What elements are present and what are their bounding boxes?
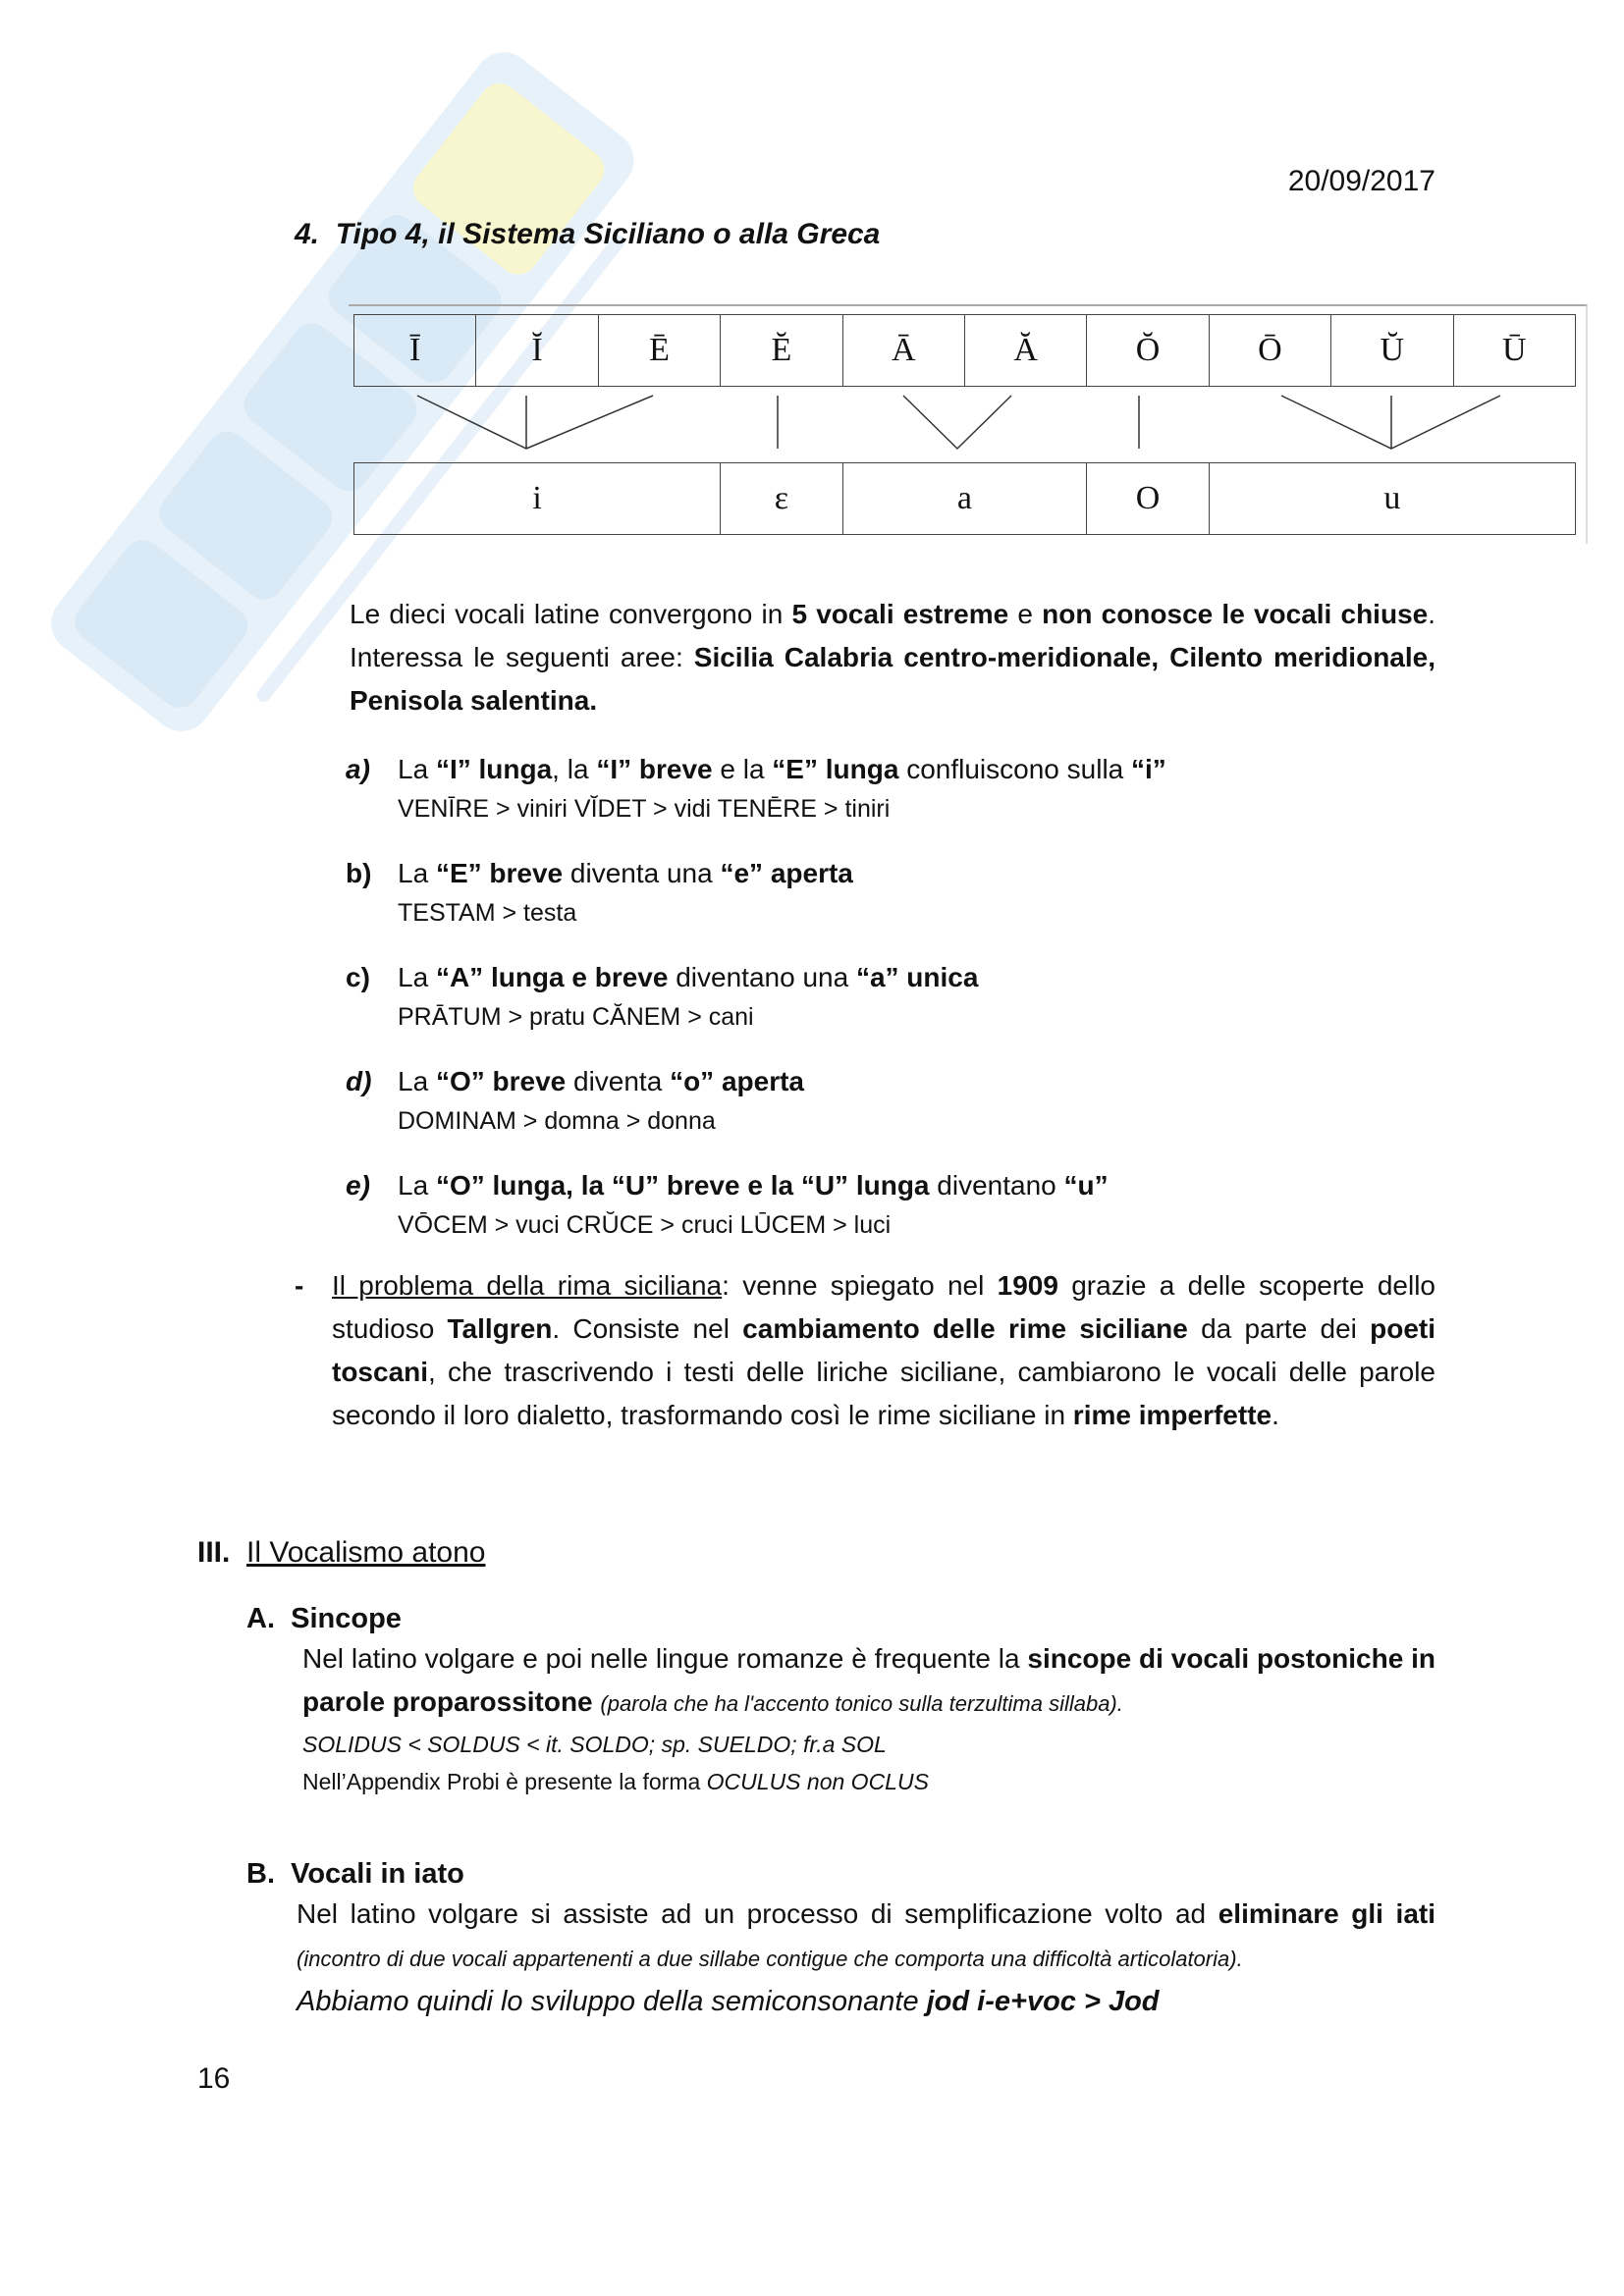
sub-number: A. (246, 1603, 275, 1634)
text-run: “I” (435, 754, 471, 784)
line-u (1281, 396, 1500, 449)
latin-vowel-cell: Ū (1453, 315, 1575, 387)
latin-vowel-cell: Ī (354, 315, 476, 387)
text-run (631, 754, 639, 784)
sub-number: B. (246, 1858, 275, 1890)
list-item (346, 748, 1435, 827)
text-run: lunga (825, 754, 899, 784)
sub-title: Sincope (291, 1603, 402, 1634)
text-run: diventano una (668, 962, 856, 992)
text-run: poeti toscani (332, 1313, 1436, 1387)
latin-vowel-cell: Ĭ (476, 315, 598, 387)
text-run: “O” breve (435, 1066, 567, 1096)
outcome-vowel-cell: O (1087, 463, 1209, 535)
latin-vowels-table (353, 314, 1576, 387)
text-run: “A” lunga e breve (435, 962, 669, 992)
text-run: grazie a delle scoperte dello studioso (332, 1270, 1435, 1344)
text-run: “E” (772, 754, 818, 784)
text-run: lunga (478, 754, 553, 784)
text-run (471, 754, 479, 784)
latin-vowel-cell: Ă (964, 315, 1086, 387)
text-run: e (1008, 599, 1043, 629)
text-run: , che trascrivendo i testi delle liriche siciliane, cambiarono le vocali delle parole secondo il loro dialetto, trasformando così le rime siciliane in (332, 1357, 1435, 1430)
text-run: “O” lunga, la “U” breve e la “U” lunga (435, 1170, 930, 1201)
text-run: “I” (596, 754, 632, 784)
text-run: Tallgren (447, 1313, 553, 1344)
bullet-item (295, 1264, 1435, 1437)
text-run: . (1272, 1400, 1279, 1430)
text-run: jod i-e+voc > Jod (926, 1986, 1160, 2017)
text-run: e la (712, 754, 773, 784)
item-label: d) (346, 1066, 372, 1096)
item-rule (398, 1060, 1435, 1103)
latin-vowel-cell: Ō (1209, 315, 1330, 387)
item-example: PRĀTUM > pratu CĂNEM > cani (398, 1003, 754, 1031)
item-example: VŌCEM > vuci CRŬCE > cruci LŪCEM > luci (398, 1211, 892, 1239)
text-run: breve (489, 858, 564, 888)
text-run: confluiscono sulla (898, 754, 1132, 784)
item-label: c) (346, 962, 370, 992)
text-run: La (398, 858, 436, 888)
text-run: “u” (1063, 1170, 1109, 1201)
text-run: Il problema della rima siciliana (332, 1270, 723, 1301)
item-example: TESTAM > testa (398, 899, 577, 927)
list-item (346, 956, 1435, 1035)
item-label: e) (346, 1170, 370, 1201)
text-run: La (398, 1066, 436, 1096)
text-run: . Interessa le seguenti aree: (350, 599, 1435, 672)
text-run: cambiamento delle rime siciliane (742, 1313, 1188, 1344)
iato-paragraph (297, 1893, 1435, 1981)
item-example: DOMINAM > domna > donna (398, 1107, 716, 1135)
outcome-vowel-cell: ε (721, 463, 842, 535)
list-item (346, 1060, 1435, 1139)
heading-number: 4. (295, 218, 320, 250)
line-i (417, 396, 653, 449)
section-iii-heading (197, 1533, 1624, 1573)
latin-vowel-cell: Ā (842, 315, 964, 387)
text-run (818, 754, 826, 784)
text-run: Nel latino volgare e poi nelle lingue romanze è frequente la (302, 1643, 1028, 1674)
item-rule (398, 852, 1435, 895)
text-run: eliminare gli iati (1218, 1898, 1435, 1929)
item-example: VENĪRE > viniri VĬDET > vidi TENĒRE > tiniri (398, 795, 891, 823)
bullet-paragraph (332, 1264, 1435, 1437)
text-run: Abbiamo quindi lo sviluppo della semiconsonante (297, 1986, 927, 2017)
item-rule (398, 748, 1435, 791)
latin-vowel-cell: Ŏ (1087, 315, 1209, 387)
text-run: diventa una (563, 858, 721, 888)
text-run: SOLIDUS < SOLDUS < it. SOLDO; sp. SUELDO; fr.a SOL (302, 1732, 887, 1757)
item-rule (398, 1164, 1435, 1207)
outcome-vowel-cell: a (842, 463, 1087, 535)
section-title: Il Vocalismo atono (246, 1536, 486, 1569)
text-run: (incontro di due vocali appartenenti a due sillabe contigue che comporta una difficoltà articolatoria). (297, 1947, 1243, 1971)
list-item (346, 852, 1435, 931)
text-run: . Consiste nel (552, 1313, 743, 1344)
outcome-vowels-table (353, 462, 1576, 535)
sub-b-heading (246, 1855, 1624, 1893)
text-run: non conosce le vocali chiuse (1042, 599, 1429, 629)
section-heading (295, 218, 880, 251)
sub-title: Vocali in iato (291, 1858, 464, 1890)
content-flow (0, 593, 1624, 2099)
text-run: (parola che ha l'accento tonico sulla terzultima sillaba). (600, 1691, 1123, 1716)
text-run: Nell’Appendix Probi è presente la forma (302, 1769, 707, 1794)
text-run: “i” (1131, 754, 1166, 784)
sub-a-heading (246, 1600, 1624, 1637)
text-run: “E” (435, 858, 482, 888)
text-run: , la (552, 754, 597, 784)
line-a (903, 396, 1011, 449)
text-run: La (398, 1170, 436, 1201)
text-run: 5 vocali estreme (791, 599, 1009, 629)
outcome-vowel-cell: u (1209, 463, 1575, 535)
latin-vowel-cell: Ē (598, 315, 720, 387)
convergence-lines (353, 388, 1576, 461)
sincope-paragraph (302, 1637, 1435, 1726)
text-run: Le dieci vocali latine convergono in (350, 599, 792, 629)
date: 20/09/2017 (1287, 165, 1435, 197)
text-run: rime imperfette (1072, 1400, 1272, 1430)
jod-line (297, 1981, 1624, 2022)
text-run: 1909 (997, 1270, 1058, 1301)
item-label: b) (346, 858, 372, 888)
list-item (346, 1164, 1435, 1243)
text-run: : venne spiegato nel (722, 1270, 998, 1301)
text-run: Sicilia Calabria centro-meridionale, Cilento meridionale, Penisola salentina. (350, 642, 1435, 716)
outcome-vowel-cell: i (354, 463, 721, 535)
text-run: La (398, 754, 436, 784)
bullet-marker: - (295, 1270, 304, 1301)
text-run: OCULUS non OCLUS (706, 1769, 929, 1794)
appendix-probi-note (302, 1763, 1624, 1800)
text-run: “o” aperta (670, 1066, 805, 1096)
text-run: sincope di vocali postoniche in parole proparossitone (302, 1643, 1436, 1717)
section-number: III. (197, 1536, 231, 1569)
text-run: Nel latino volgare si assiste ad un processo di semplificazione volto ad (297, 1898, 1218, 1929)
item-rule (398, 956, 1435, 999)
heading-title: Tipo 4, il Sistema Siciliano o alla Greca (335, 218, 881, 250)
text-run: da parte dei (1187, 1313, 1371, 1344)
text-run: La (398, 962, 436, 992)
page-number: 16 (197, 2062, 231, 2095)
text-run: diventa (566, 1066, 671, 1096)
text-run: breve (638, 754, 713, 784)
text-run: diventano (929, 1170, 1064, 1201)
sincope-example (302, 1726, 1624, 1763)
item-label: a) (346, 754, 370, 784)
text-run: “e” aperta (720, 858, 853, 888)
latin-vowel-cell: Ŭ (1331, 315, 1453, 387)
intro-paragraph (350, 593, 1435, 722)
latin-vowel-cell: Ĕ (721, 315, 842, 387)
text-run: “a” unica (855, 962, 979, 992)
